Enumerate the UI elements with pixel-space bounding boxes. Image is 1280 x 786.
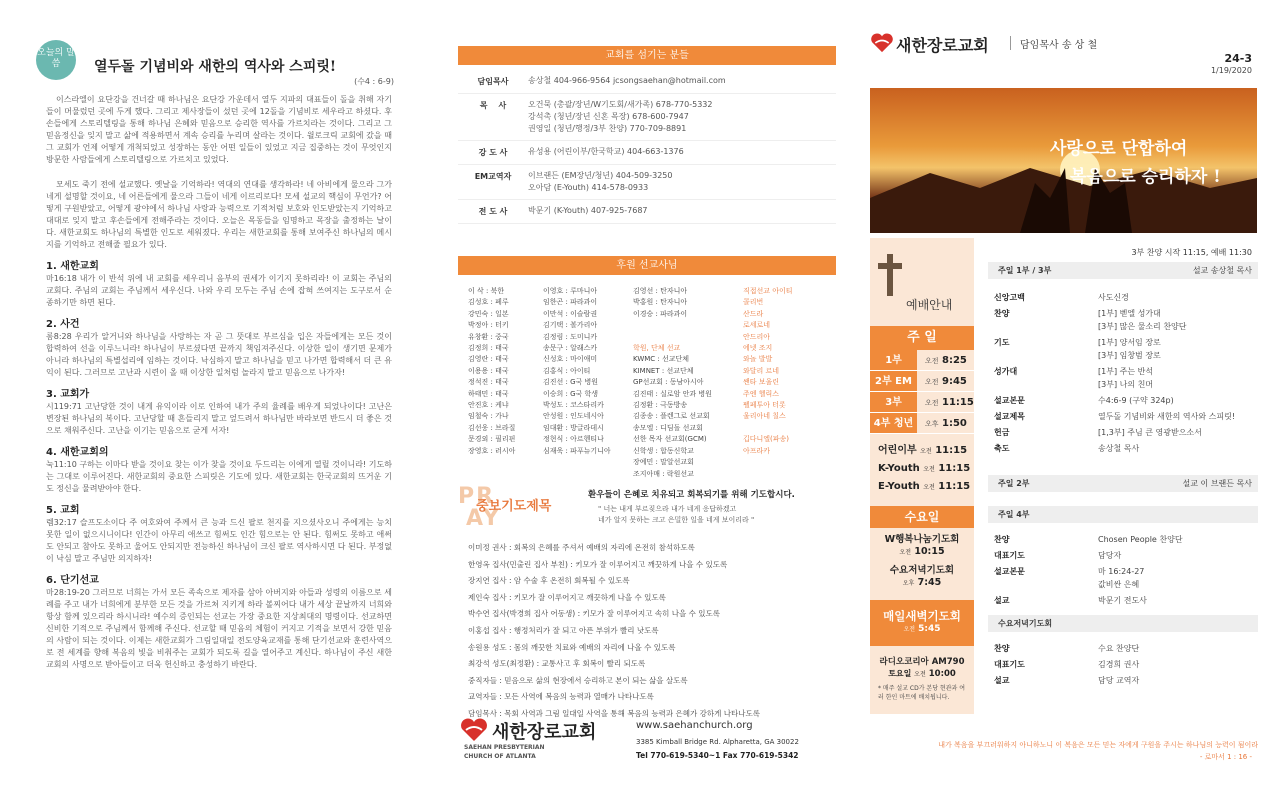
order-label: 찬양 (994, 309, 1010, 318)
order-value: 열두돌 기념비와 새한의 역사와 스피릿! (1098, 412, 1236, 421)
time-period: 오전 (925, 356, 939, 365)
missionary-item: 박성도 : 코스타리카 (543, 401, 604, 410)
youth-service-row: K-Youth 오전 11:15 (878, 463, 971, 474)
order-value: [1,3부] 주님 큰 영광받으소서 (1098, 428, 1202, 437)
missionary-item: 송문구 : 알래스카 (543, 344, 598, 353)
missionary-item: 안성원 : 인도네시아 (543, 412, 604, 421)
section-body: 렘32:17 슬프도소이다 주 여호와여 주께서 큰 능과 드신 팔로 천지를 지으셨사오니 주에게는 능치 못한 일이 없으시니이다! 인간이 아무리 애쓰고 힘써도 인간 힘으로는 안 된다. 힘써도 못하고 애써도 안되고 참아도 못하고 울어도 안되지만 전능하신 하나님이 크신 팔로 역사하시면 다 된다. 부정없이 낙심 말고 주님만 의지하자! (46, 518, 392, 563)
missionary-item: 조지아매 : 락원선교 (633, 469, 694, 478)
staff-row (458, 94, 836, 141)
missionary-item: 안진호 : 케냐 (468, 401, 509, 410)
missionary-item: 주엔 헬릭스 (743, 389, 780, 398)
order-value: 마 16:24-27 값비싼 은혜 (1098, 567, 1145, 589)
service-time: 오전 9:45 (925, 375, 967, 387)
missionary-item: 로세로네 (743, 321, 771, 330)
section-body: 마16:18 내가 이 반석 위에 내 교회를 세우리니 음부의 권세가 이기지 못하리라! 이 교회는 주님의 교회다. 주님의 교회는 주님께서 세우신다. 나와 우리 모두는 주님 손에 잡혀 쓰여지는 도구로서 순종하기만 하면 된다. (46, 274, 392, 307)
order-value: 수4:6-9 (구약 324p) (1098, 396, 1174, 405)
pastor-name: 담임목사 송 상 철 (1020, 40, 1098, 51)
missionary-item: 유창환 : 중국 (468, 332, 509, 341)
missionary-item: 이 삭 : 북한 (468, 287, 505, 295)
section-body: 시119:71 고난당한 것이 내게 유익이라 이로 인하여 내가 주의 율례를 배우게 되었나이다! 고난은 변장된 하나님의 복이다. 고난당할 때 흔들리지 말고 엎드려서 하나님만 바라보면 반드시 더 좋은 것으로 채워주신다. 고난을 이기는 믿음으로 굳게 서자! (46, 402, 392, 435)
pray-logo: PR AY 중보기도제목 (458, 484, 552, 531)
order-row (994, 426, 1252, 439)
missionary-item (743, 423, 823, 434)
wed-evening-header: 수요저녁기도회 (988, 615, 1258, 632)
time-period: 오전 (925, 398, 939, 407)
missionary-item: 김영란 : 태국 (468, 355, 509, 364)
prayer-item: 중직자들 : 믿음으로 삶의 현장에서 승리하고 본이 되는 삶을 살도록 (468, 675, 688, 685)
section-heading (46, 260, 392, 273)
missionary-item: 와달리 르네 (743, 366, 780, 375)
missionary-item: GP선교회 : 동남아시아 (633, 378, 704, 387)
radio-time: 10:00 (928, 669, 956, 679)
section-body: 롬8:28 우리가 알거니와 하나님을 사랑하는 자 곧 그 뜻대로 부르심을 입은 자들에게는 모든 것이 합력하여 선을 이루느니라! 하나님이 부르셨다면 끝까지 책임져주신다. 이상한 일이 생기면 문제가 아니라 하나님의 특별섭리에 임하는 것이다. 낙심하지 말고 하나님을 믿고 나가면 합력해서 더 큰 유익이 된다. 그러므로 고난과 시련이 올 때 이상한 일처럼 놀라지 말고 믿음으로 나가자! (46, 332, 392, 377)
time-period: 오전 (923, 466, 935, 473)
missionary-item: 하태민 : 태국 (468, 389, 509, 398)
church-name: 새한장로교회 (896, 36, 989, 55)
church-logo-en: CHURCH OF ATLANTA (464, 753, 536, 760)
time-period: 오전 (923, 484, 935, 491)
section-heading-text: 6. (46, 575, 57, 586)
church-logo-icon (870, 33, 894, 53)
section-heading-text: 사건 (60, 319, 80, 330)
order-label: 신앙고백 (994, 293, 1025, 302)
church-logo-name: 새한장로교회 (492, 722, 597, 743)
section-heading-text: 5. 교회 (46, 505, 80, 516)
section-heading-text: 1. 새한교회 (46, 261, 99, 272)
order-label: 설교제목 (994, 412, 1025, 421)
missionary-item: 정현식 : 아르헨티나 (543, 435, 604, 444)
order-row (994, 533, 1252, 546)
section-heading (46, 504, 392, 517)
time-period: 오전 (920, 448, 932, 455)
order-value: 사도신경 (1098, 293, 1129, 302)
missionary-item: 깁다니엘(파송) (743, 435, 790, 444)
missionary-item: 선한 목자 선교회(GCM) (633, 435, 707, 444)
staff-info: 유성용 (어린이부/한국학교) 404-663-1376 (528, 147, 684, 156)
bible-verse: 내가 복음을 부끄러워하지 아니하노니 이 복음은 모든 믿는 자에게 구원을 주시는 하나님의 능력이 됨이라 (938, 741, 1258, 749)
sermon-title: 열두돌 기념비와 새한의 역사와 스피릿! (94, 59, 337, 75)
missionary-item: 김정환 : 극동방송 (633, 401, 688, 410)
worship-label: 예배안내 (906, 298, 953, 312)
banner-text-2: 복음으로 승리하자 ! (1070, 167, 1221, 187)
order-row (994, 410, 1252, 423)
section-heading-text: 2. (46, 319, 57, 330)
sermon-column (0, 0, 440, 786)
cross-icon (878, 252, 902, 298)
banner-text-1: 사랑으로 단합하여 (1050, 139, 1188, 159)
order-value: 담당자 (1098, 551, 1122, 560)
missionary-item: 김정희 : 태국 (468, 344, 509, 353)
service-name: 1부 (870, 350, 917, 370)
staff-role: 담임목사 (477, 77, 509, 86)
missionary-item: 임대환 : 방글라데시 (543, 423, 604, 432)
staff-role: 전 도 사 (478, 207, 508, 216)
date: 1/19/2020 (1210, 66, 1252, 75)
banner-image (870, 88, 1257, 233)
missionary-item: 김영선 : 탄자니아 (633, 287, 688, 295)
prayer-item: 송원용 성도 : 몸의 깨끗한 치료와 예배의 자리에 나올 수 있도록 (468, 642, 676, 652)
wed-prayer-time: 10:15 (914, 546, 945, 557)
service-time: 오전 11:15 (925, 396, 974, 408)
staff-role: EM교역자 (474, 172, 512, 181)
wed-evening-time: 7:45 (917, 577, 942, 588)
missionary-item: 김종송 : 플렌그로 선교회 (633, 412, 710, 421)
staff-row (458, 70, 836, 94)
missionary-item: 콜리번 (743, 298, 764, 307)
missionary-item: 신학생 : 합동신학교 (633, 446, 694, 455)
service-time-row (870, 413, 974, 434)
missionary-item: 김진태 : 실로암 안과 병원 (633, 389, 712, 398)
prayer-item: 교역자들 : 모든 사역에 복음의 능력과 열매가 나타나도록 (468, 692, 654, 702)
order-row (994, 442, 1252, 455)
missionary-item: 김정림 : 도미니카 (543, 332, 598, 341)
church-logo-bottom (460, 714, 630, 764)
section-heading-text: 3. 교회가 (46, 389, 90, 400)
missionary-item: 학원, 단체 선교 (633, 344, 681, 353)
service-time: 오전 8:25 (925, 354, 967, 366)
staff-header: 교회를 섬기는 분들 (458, 46, 836, 65)
today-word-badge: 오늘의 말씀 (36, 40, 76, 80)
order-row (994, 365, 1252, 391)
missionary-item: 김성호 : 페루 (468, 298, 509, 307)
missionary-item: 펠페투아 터롯 (743, 401, 786, 410)
section-heading (46, 388, 392, 401)
staff-row (458, 165, 836, 200)
order-value: 수요 찬양단 (1098, 644, 1140, 653)
missionary-item: 문경외 : 필리핀 (468, 435, 516, 444)
prayer-heading: 환우들이 은혜로 치유되고 회복되기를 위해 기도합시다. (588, 490, 795, 500)
volume: 24-3 (1224, 52, 1252, 65)
wed-prayer-name: W행복나눔기도회 (884, 534, 960, 545)
missionary-item: 장영호 : 러시아 (468, 446, 516, 455)
staff-info: 오건묵 (총괄/장년/W기도회/새가족) 678-770-5332 강석촉 (청년/장년 신혼 목장) 678-600-7947 권영일 (청년/행정/3부 찬양) 770-709-8891 (528, 100, 713, 133)
dawn-prayer-name: 매일새벽기도회 (883, 609, 961, 623)
missionary-item (633, 320, 743, 331)
sermon-paragraph: 모세도 죽기 전에 설교했다. 옛날을 기억하라! 역대의 연대를 생각하라! 네 아비에게 물으라 그가 네게 설명할 것이요, 네 어른들에게 물으라 그들이 네게 이르리로다! 모세 설교의 핵심이 무언가? 어떻게 구원받았고, 어떻게 광야에서 하나님 사랑과 능력으로 기적처럼 보호와 인도받았는지 기억하고 대대로 잊지 말고 후손들에게 전해주라는 것이다. 오늘은 목동들을 임명하고 목장을 출정하는 날이다. 새한교회도 하나님의 특별한 인도로 세워졌다. 우리는 새한교회를 통해 보여주신 하나님의 메시지를 기억하고 전해줄 필요가 있다. (46, 180, 392, 249)
youth-service-row: 어린이부 오전 11:15 (878, 445, 968, 456)
prayer-item: 이홍섭 집사 : 행정처리가 잘 되고 아픈 부위가 빨리 낫도록 (468, 625, 659, 635)
order-label: 찬양 (994, 644, 1010, 653)
missionary-item: 이용용 : 태국 (468, 366, 509, 375)
address: 3385 Kimball Bridge Rd. Alpharetta, GA 30022 (636, 738, 799, 746)
order-row (994, 642, 1252, 655)
order-label: 축도 (994, 444, 1010, 453)
missionary-item (633, 332, 743, 343)
service-note: 3부 찬양 시작 11:15, 예배 11:30 (1131, 248, 1252, 257)
wed-evening-name: 수요저녁기도회 (889, 565, 955, 576)
service-time: 오후 1:50 (925, 417, 967, 429)
sermon-ref: (수4 : 6-9) (354, 77, 394, 86)
phone: Tel 770-619-5340~1 Fax 770-619-5342 (636, 751, 799, 760)
order-value: [1부] 주는 반석 [3부] 나의 친머 (1098, 367, 1154, 389)
order-label: 설교본문 (994, 396, 1025, 405)
order-row (994, 594, 1252, 607)
order-label: 성가대 (994, 367, 1018, 376)
section-heading (46, 318, 392, 331)
missionary-item: KWMC : 선교단체 (633, 355, 690, 364)
time-period: 오후 (925, 419, 939, 428)
missionary-item: 임철숙 : 가나 (468, 412, 509, 421)
service-time-row (870, 371, 974, 392)
service-time-row (870, 350, 974, 371)
worship-panel: 예배안내 주 일 1부 오전 8:25 2부 EM 오전 9:45 3부 오전 11:15 4부 청년 오후 1:50 어린이부 오전 11:15 K-Youth 오전 11:15 E-Youth 오전 11:15 수요일 W행복나눔기도회 오전 10:15 수요저녁기도회 오후 7:45 매일새벽기도회 오전 5:45 라디오코리아 AM790 토요일 오전 10:00 * 매주 설교 CD가 본당 현관과 여러 한인 마트에 배치됩니다. (870, 238, 974, 714)
order-label: 대표기도 (994, 551, 1025, 560)
website-link[interactable]: www.saehanchurch.org (636, 720, 753, 731)
missionary-item: 이승희 : G국 학생 (543, 389, 599, 398)
service-name: 4부 청년 (870, 413, 917, 433)
order-label: 기도 (994, 338, 1010, 347)
staff-info: 이브랜든 (EM장년/청년) 404-509-3250 오아담 (E-Youth) 414-578-0933 (528, 171, 673, 192)
missionary-item: 정석진 : 태국 (468, 378, 509, 387)
prayer-item: 한영옥 집사(민출린 집사 부친) : 키모가 잘 이루어지고 깨끗하게 나을 수 있도록 (468, 559, 728, 569)
prayer-item: 장지연 집사 : 암 수술 후 온전히 회복될 수 있도록 (468, 576, 630, 586)
section-heading (46, 446, 392, 459)
sunday-2-header: 주일 2부 설교 이 브랜든 목사 (988, 475, 1258, 492)
sunset-mountains (870, 88, 1257, 233)
missionary-item: 임한곤 : 파라과이 (543, 298, 598, 307)
order-row (994, 549, 1252, 562)
order-value: [1부] 벧엘 성가대 [3부] 많은 물소리 찬양단 (1098, 309, 1187, 331)
order-value: Chosen People 찬양단 (1098, 535, 1183, 544)
dawn-prayer-box: 매일새벽기도회 오전 5:45 (870, 600, 974, 646)
missionary-item: KIMNET : 선교단체 (633, 366, 694, 375)
section-body: 눅11:10 구하는 이마다 받을 것이요 찾는 이가 찾을 것이요 두드리는 이에게 열릴 것이니라! 기도하는 그대로 이루어진다. 새한교회의 중요한 스피릿은 기도에 있다. 새한교회는 한국교회의 뜨거운 기도 정신을 물려받아야 한다. (46, 460, 392, 493)
order-label: 대표기도 (994, 660, 1025, 669)
staff-info: 박문기 (K-Youth) 407-925-7687 (528, 206, 648, 215)
order-value: [1부] 양서임 장로 [3부] 임창범 장로 (1098, 338, 1161, 360)
prayer-item: 담임목사 : 목회 사역과 그림 일대일 사역을 통해 복음의 능력과 은혜가 강하게 나타나도록 (468, 708, 760, 718)
missionary-item: 김기택 : 볼가리아 (543, 321, 598, 330)
order-row (994, 394, 1252, 407)
missionary-item: 김선웅 : 브라질 (468, 423, 516, 432)
prayer-title: 중보기도제목 (476, 499, 552, 514)
missionary-item: 장예민 : 말알선교회 (633, 458, 694, 467)
order-row (994, 674, 1252, 687)
missionary-item: 에넷 조지 (743, 344, 773, 353)
missionary-item: 안드리아 (743, 332, 771, 341)
missionary-item: 산드라 (743, 309, 764, 318)
section-body: 마28:19-20 그러므로 너희는 가서 모든 족속으로 제자를 삼아 아버지와 아들과 성령의 이름으로 세례를 주고 내가 너희에게 분부한 모든 것을 가르쳐 지키게 하라 볼찌어다 내가 세상 끝날까지 너희와 항상 함께 있으리라 하시니라! 예수의 증인되는 선교는 가장 중요한 지상최대의 명령이다. 선교하면 신비한 기적으로 주님께서 함께해 주신다. 선교할 때 믿음의 체험이 커지고 기적을 보면서 강한 믿음의 사람이 되는 것이다. 이제는 새한교회가 그림일대일 전도양육교재를 통해 단기선교와 훈련사역으로 전 세계를 향해 복음의 빛을 비춰주는 교회가 되도록 길을 열어주고 계신다. 하나님이 주신 새한교회의 사명으로 받아들이고 더욱 헌신하고 충성하기 바란다. (46, 588, 392, 669)
youth-service-row: E-Youth 오전 11:15 (878, 481, 971, 492)
missionary-item: 와놀 발발 (743, 355, 773, 364)
prayer-quote: " 너는 내게 부르짖으라 내가 네게 응답하겠고 네가 알지 못하는 크고 은밀한 일을 네게 보이리라 " (598, 505, 755, 524)
missionary-item: 직접선교 아이티 (743, 287, 793, 295)
order-label: 설교 (994, 676, 1010, 685)
church-logo-en: SAEHAN PRESBYTERIAN (464, 744, 545, 751)
order-row (994, 291, 1252, 304)
missionary-item: 이영호 : 루마니아 (543, 287, 598, 295)
order-value: 김경희 권사 (1098, 660, 1140, 669)
missions-header: 후원 선교사님 (458, 256, 836, 275)
order-value: 담당 교역자 (1098, 676, 1140, 685)
missionary-item: 강민숙 : 일본 (468, 309, 509, 318)
prayer-item: 이미정 권사 : 회복의 은혜를 주셔서 예배의 자리에 온전히 참석하도록 (468, 543, 695, 552)
section-heading (46, 574, 392, 587)
missionary-item: 신성호 : 마이애미 (543, 355, 598, 364)
info-column (450, 0, 840, 786)
order-row (994, 336, 1252, 362)
missionary-item: 박정아 : 터키 (468, 321, 509, 330)
service-name: 2부 EM (870, 371, 917, 391)
missionary-item: 이경승 : 파라과이 (633, 309, 688, 318)
sunday-4-header: 주일 4부 (988, 506, 1258, 523)
sunday-header: 주 일 (870, 326, 974, 350)
order-label: 찬양 (994, 535, 1010, 544)
dawn-prayer-time: 5:45 (918, 624, 941, 634)
section-heading-text: 4. 새한교회의 (46, 447, 109, 458)
staff-info: 송상철 404-966-9564 jcsongsaehan@hotmail.com (528, 76, 726, 85)
missionary-item: 이만석 : 이슬람권 (543, 309, 598, 318)
missionary-item: 심재욱 : 파푸뉴기니아 (543, 446, 611, 455)
prayer-item: 최강석 성도(최정환) : 교통사고 후 회복이 빨리 되도록 (468, 659, 646, 669)
staff-row (458, 200, 836, 224)
radio-name: 라디오코리아 AM790 (879, 657, 965, 667)
missionary-item: 울리아네 칠스 (743, 412, 786, 421)
order-label: 설교 (994, 596, 1010, 605)
order-value: 송상철 목사 (1098, 444, 1140, 453)
sunday-1-3-header: 주일 1부 / 3부 설교 송상철 목사 (988, 262, 1258, 279)
missionary-item: 김진선 : G국 병원 (543, 378, 599, 387)
section-heading-text: 단기선교 (60, 575, 99, 586)
order-label: 설교본문 (994, 567, 1025, 576)
order-label: 헌금 (994, 428, 1010, 437)
staff-row (458, 141, 836, 165)
church-logo-icon (460, 718, 488, 742)
missionary-item: 김홍식 : 아이티 (543, 366, 591, 375)
staff-role: 강 도 사 (478, 148, 508, 157)
service-time-row (870, 392, 974, 413)
sermon-paragraph: 이스라엘이 요단강을 건너갈 때 하나님은 요단강 가운데서 열두 지파의 대표들이 돌을 취해 자기들이 머물렀던 곳에 두게 했다. 그리고 제사장들이 섰던 곳에 12돌을 기념비로 세우라고 하셨다. 후손들에게 스토리텔링을 통해 하나님 은혜와 믿음으로 승리한 역사를 가르치라는 것이다. 그리고 그 믿음정신을 잊지 말고 삶에 적용하면서 계속 승리를 누리며 살라는 것이다. 윌로크릭 교회에 갔을 때 그 교회가 언제 어떻게 개척되었고 성장하는 동안 어떤 일들이 있었고 지금 집중하는 것이 무엇인지 방문한 사람들에게 스토리텔링으로 가르치고 있었다. (46, 95, 392, 164)
service-name: 3부 (870, 392, 917, 412)
missionary-item: 쌘타 보울린 (743, 378, 780, 387)
cover-column (860, 0, 1280, 786)
time-period: 오전 (925, 377, 939, 386)
order-row (994, 658, 1252, 671)
prayer-item: 제인숙 집사 : 키모가 잘 이루어지고 깨끗하게 나을 수 있도록 (468, 592, 666, 602)
prayer-item: 박수연 집사(박경희 집사 어동생) : 키모가 잘 이루어지고 속히 나을 수 있도록 (468, 609, 720, 619)
order-row (994, 307, 1252, 333)
order-row (994, 565, 1252, 591)
missionary-item: 아프라카 (743, 446, 771, 455)
bible-verse-ref: - 로마서 1 : 16 - (1199, 753, 1252, 761)
missionary-item: 송모엘 : 디딤돌 선교회 (633, 423, 703, 432)
order-value: 박문기 전도사 (1098, 596, 1147, 605)
missionary-item: 박홍원 : 탄자니아 (633, 298, 688, 307)
wednesday-header: 수요일 (870, 506, 974, 528)
radio-note: * 매주 설교 CD가 본당 현관과 여러 한인 마트에 배치됩니다. (878, 685, 966, 701)
staff-role: 목 사 (479, 101, 507, 110)
